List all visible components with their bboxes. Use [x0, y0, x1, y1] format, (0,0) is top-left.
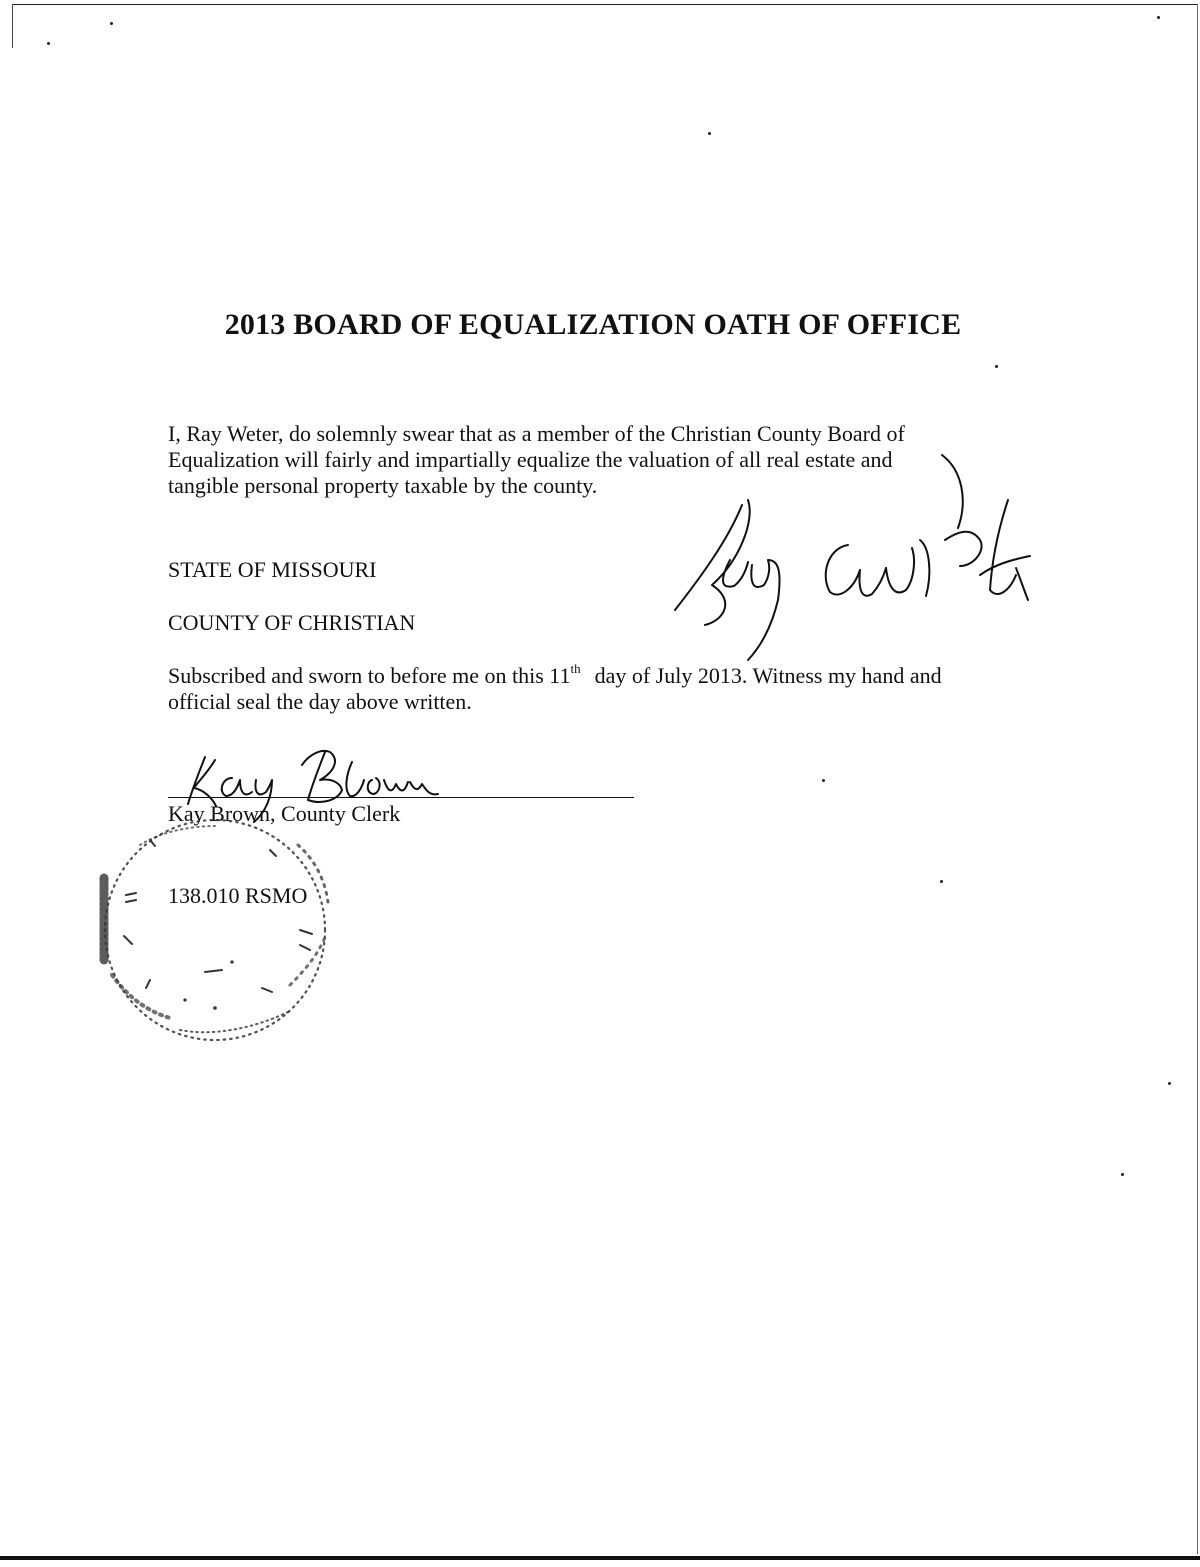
scan-edge-right [1197, 4, 1198, 1554]
notary-seal [104, 820, 328, 1040]
scan-edge-bottom [0, 1556, 1200, 1560]
scan-speck [1168, 1082, 1171, 1085]
oath-line-2: Equalization will fairly and impartially equalize the valuation of all real estate and [168, 447, 893, 472]
oath-line-1: I, Ray Weter, do solemnly swear that as a member of the Christian County Board of [168, 421, 905, 446]
scan-speck [940, 880, 943, 883]
oath-line-3: tangible personal property taxable by the county. [168, 473, 598, 498]
oath-paragraph [168, 421, 1028, 499]
scan-speck [995, 365, 998, 368]
scan-speck [822, 779, 825, 782]
statute-reference: 138.010 RSMO [168, 883, 308, 908]
scan-speck [708, 132, 711, 135]
attestation-prefix: Subscribed and sworn to before me on this 11 [168, 663, 571, 688]
county-label: COUNTY OF CHRISTIAN [168, 610, 416, 635]
scan-speck [47, 42, 50, 45]
clerk-caption: Kay Brown, County Clerk [168, 801, 401, 826]
scan-edge-left [12, 4, 13, 48]
clerk-signature-line [168, 797, 634, 798]
state-label: STATE OF MISSOURI [168, 557, 377, 582]
scan-edge-top [12, 4, 1198, 5]
scan-speck [1157, 16, 1160, 19]
scan-speck [110, 22, 113, 25]
attestation-line-1 [168, 663, 1028, 689]
scan-speck [1121, 1173, 1124, 1176]
document-title: 2013 BOARD OF EQUALIZATION OATH OF OFFICE [224, 308, 962, 341]
attestation-rest: day of July 2013. Witness my hand and [594, 663, 942, 688]
ordinal-suffix: th [570, 661, 581, 676]
attestation-line-2: official seal the day above written. [168, 689, 472, 714]
attestation-paragraph [168, 663, 1028, 715]
